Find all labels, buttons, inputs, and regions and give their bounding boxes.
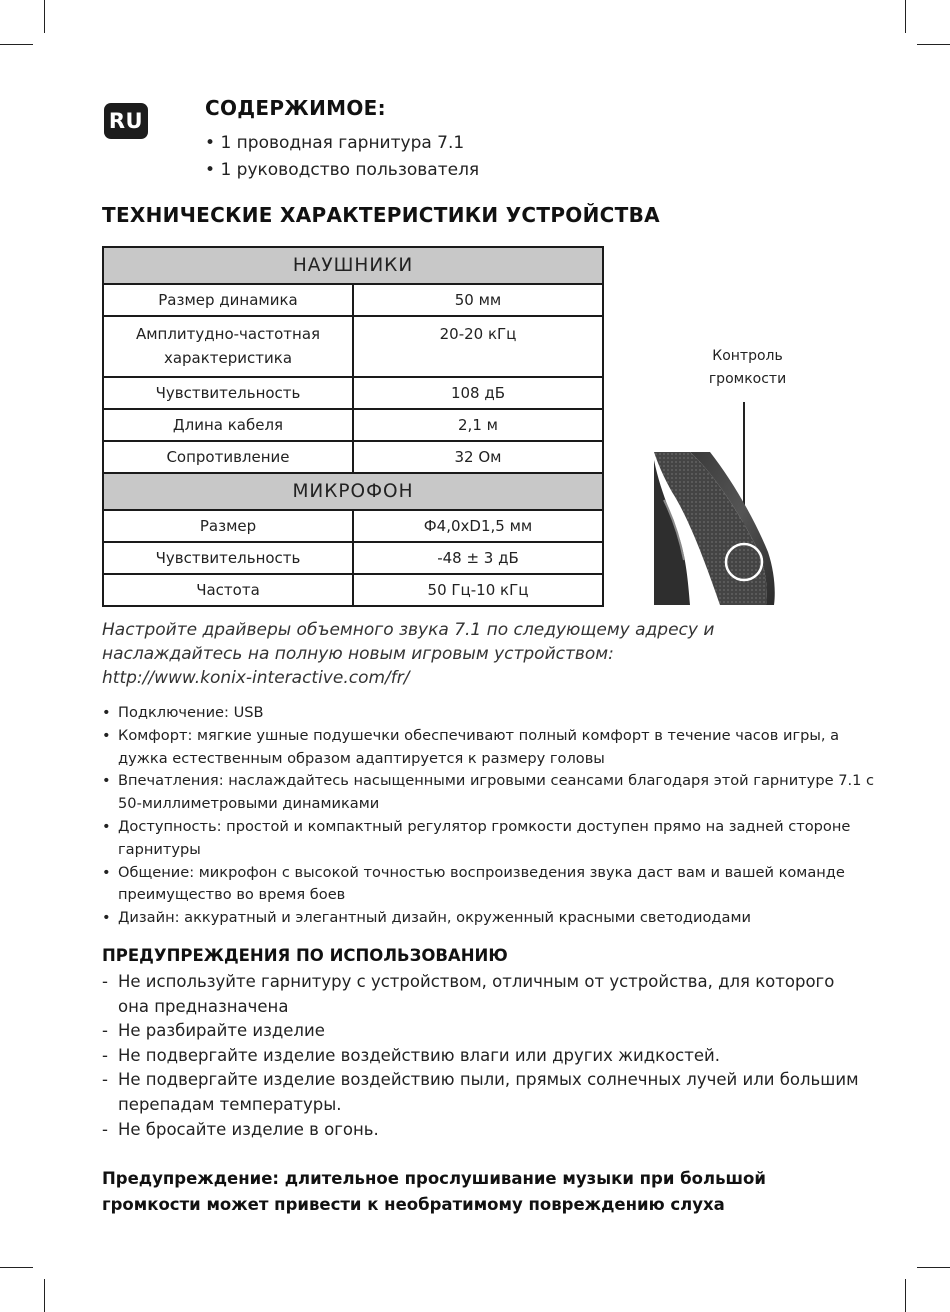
spec-label: Чувствительность xyxy=(103,377,353,409)
specs-title: ТЕХНИЧЕСКИЕ ХАРАКТЕРИСТИКИ УСТРОЙСТВА xyxy=(102,203,660,227)
spec-label: Размер xyxy=(103,510,353,542)
note-line: Настройте драйверы объемного звука 7.1 по следующему адресу и xyxy=(102,620,715,640)
headset-earcup-image xyxy=(650,400,780,610)
list-item: - Не используйте гарнитуру с устройством, отличным от устройства, для которого она предназначена xyxy=(102,970,862,1019)
list-item: - Не разбирайте изделие xyxy=(102,1019,862,1044)
specs-table xyxy=(102,246,604,607)
crop-mark xyxy=(905,0,906,33)
contents-list xyxy=(205,130,479,184)
driver-url: http://www.konix-interactive.com/fr/ xyxy=(102,668,410,688)
list-item: • 1 руководство пользователя xyxy=(205,157,479,184)
volume-label-line: Контроль xyxy=(712,348,783,364)
language-badge: RU xyxy=(104,103,148,139)
usage-warnings-list xyxy=(102,970,862,1142)
crop-mark xyxy=(0,1267,33,1268)
warning-line: Предупреждение: длительное прослушивание музыки при большой xyxy=(102,1169,766,1188)
microphone-header: МИКРОФОН xyxy=(103,473,603,510)
list-item: • Общение: микрофон с высокой точностью воспроизведения звука даст вам и вашей команде преимущество во время боев xyxy=(102,862,882,908)
list-item: • 1 проводная гарнитура 7.1 xyxy=(205,130,479,157)
list-item: • Дизайн: аккуратный и элегантный дизайн, окруженный красными светодиодами xyxy=(102,907,882,930)
contents-title: СОДЕРЖИМОЕ: xyxy=(205,96,386,120)
usage-warnings-title: ПРЕДУПРЕЖДЕНИЯ ПО ИСПОЛЬЗОВАНИЮ xyxy=(102,946,508,965)
spec-value: 108 дБ xyxy=(353,377,603,409)
volume-control-label xyxy=(690,345,805,391)
crop-mark xyxy=(44,0,45,33)
spec-value: -48 ± 3 дБ xyxy=(353,542,603,574)
spec-value: 50 Гц-10 кГц xyxy=(353,574,603,606)
crop-mark xyxy=(917,44,950,45)
spec-label: Длина кабеля xyxy=(103,409,353,441)
table-row xyxy=(103,409,603,441)
crop-mark xyxy=(905,1279,906,1312)
spec-value: 50 мм xyxy=(353,284,603,316)
crop-mark xyxy=(44,1279,45,1312)
table-row xyxy=(103,316,603,377)
headphones-header: НАУШНИКИ xyxy=(103,247,603,284)
spec-value: 32 Ом xyxy=(353,441,603,473)
list-item: - Не подвергайте изделие воздействию влаги или других жидкостей. xyxy=(102,1044,862,1069)
features-list xyxy=(102,702,882,930)
spec-value: 2,1 м xyxy=(353,409,603,441)
list-item: • Впечатления: наслаждайтесь насыщенными игровыми сеансами благодаря этой гарнитуре 7.1 с 50-миллиметровыми динамиками xyxy=(102,770,882,816)
crop-mark xyxy=(0,44,33,45)
spec-value: 20-20 кГц xyxy=(353,316,603,377)
list-item: - Не подвергайте изделие воздействию пыли, прямых солнечных лучей или большим перепадам температуры. xyxy=(102,1068,862,1117)
spec-label: Размер динамика xyxy=(103,284,353,316)
list-item: • Подключение: USB xyxy=(102,702,882,725)
table-row xyxy=(103,377,603,409)
volume-label-line: громкости xyxy=(708,371,787,387)
spec-label: Амплитудно-частотная характеристика xyxy=(103,316,353,377)
spec-label: Сопротивление xyxy=(103,441,353,473)
table-row xyxy=(103,284,603,316)
warning-line: громкости может привести к необратимому повреждению слуха xyxy=(102,1195,725,1214)
list-item: - Не бросайте изделие в огонь. xyxy=(102,1118,862,1143)
table-row xyxy=(103,510,603,542)
driver-note xyxy=(102,618,822,690)
table-row xyxy=(103,542,603,574)
list-item: • Доступность: простой и компактный регулятор громкости доступен прямо на задней стороне гарнитуры xyxy=(102,816,882,862)
spec-label: Частота xyxy=(103,574,353,606)
note-line: наслаждайтесь на полную новым игровым устройством: xyxy=(102,644,614,664)
table-row xyxy=(103,574,603,606)
spec-value: Ф4,0xD1,5 мм xyxy=(353,510,603,542)
table-row xyxy=(103,441,603,473)
hearing-warning xyxy=(102,1166,862,1218)
crop-mark xyxy=(917,1267,950,1268)
spec-label: Чувствительность xyxy=(103,542,353,574)
list-item: • Комфорт: мягкие ушные подушечки обеспечивают полный комфорт в течение часов игры, а дужка естественным образом адаптируется к размеру головы xyxy=(102,725,882,771)
